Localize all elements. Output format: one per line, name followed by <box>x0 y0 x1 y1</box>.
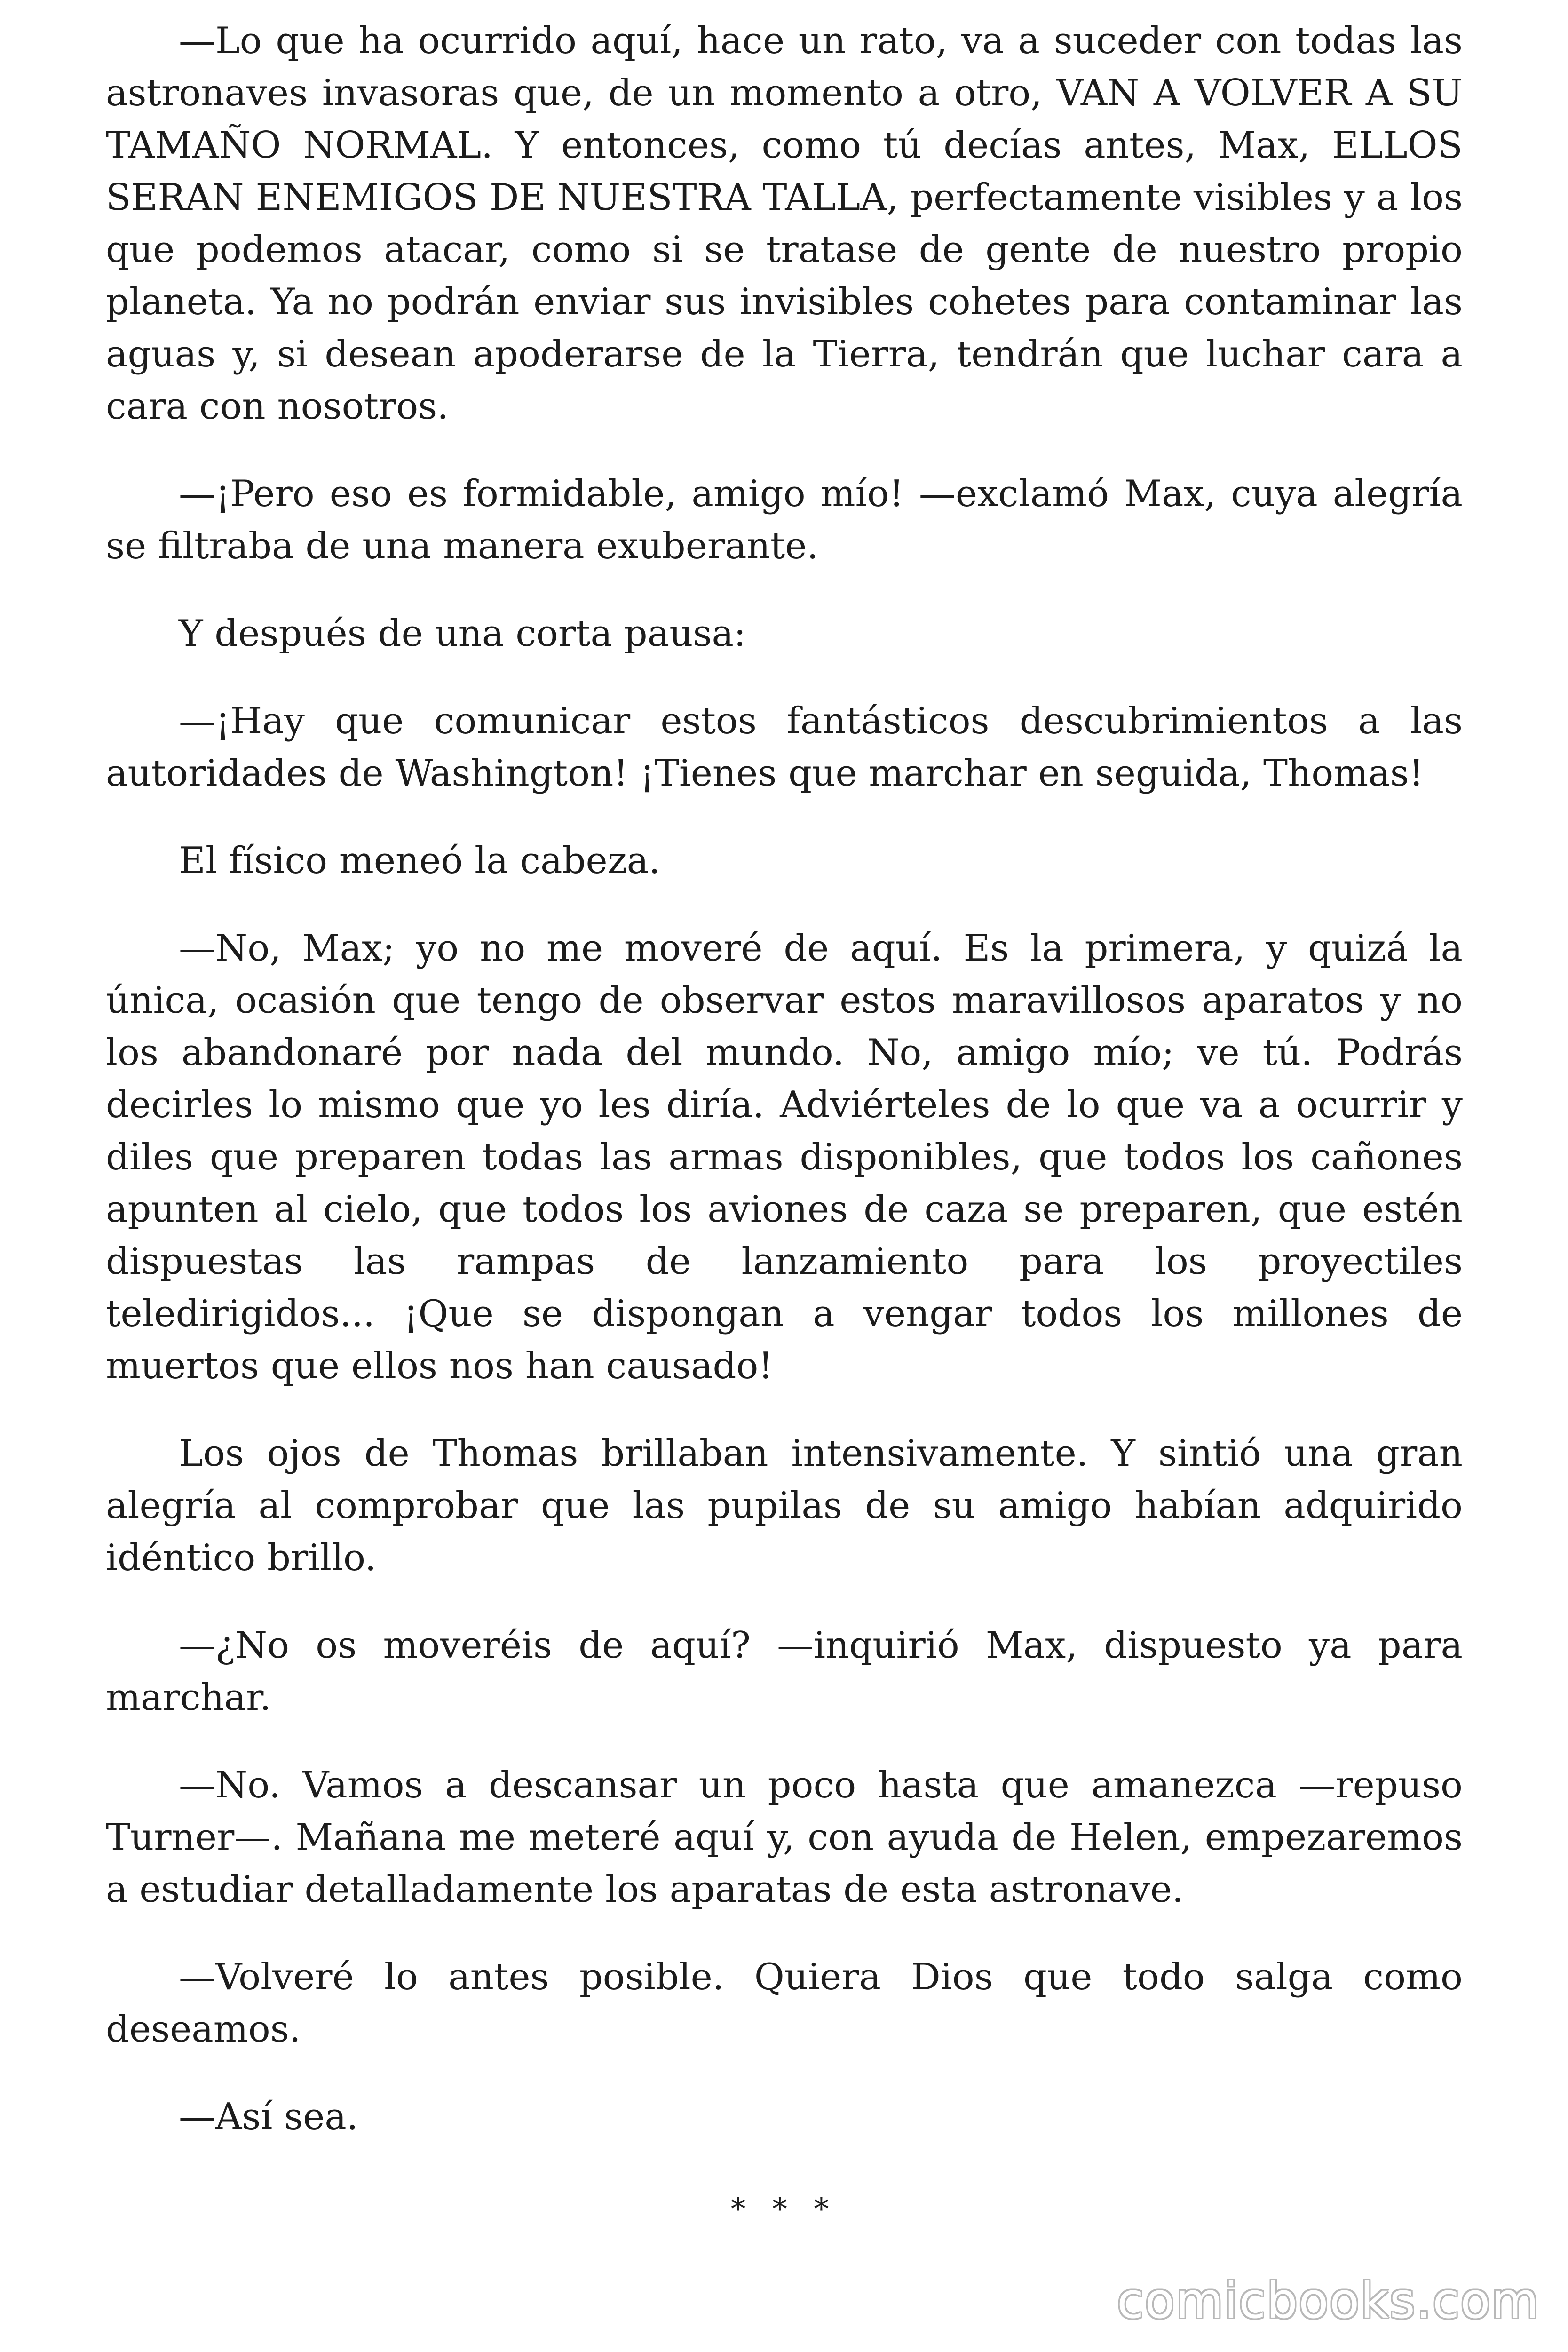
section-separator: * * * <box>730 2192 838 2227</box>
paragraph: Los ojos de Thomas brillaban intensivamente. Y sintió una gran alegría al comprobar que las pupilas de su amigo habían adquirido idéntico brillo. <box>106 1432 1463 1579</box>
paragraph: —Volveré lo antes posible. Quiera Dios que todo salga como deseamos. <box>106 1956 1463 2050</box>
paragraph: —¡Hay que comunicar estos fantásticos descubrimientos a las autoridades de Washington! ¡Tienes que marchar en seguida, Thomas! <box>106 700 1463 795</box>
paragraph: —¿No os moveréis de aquí? —inquirió Max, dispuesto ya para marchar. <box>106 1624 1463 1719</box>
paragraph: El físico meneó la cabeza. <box>179 840 661 882</box>
paragraph: —No. Vamos a descansar un poco hasta que amanezca —repuso Turner—. Mañana me meteré aquí y, con ayuda de Helen, empezaremos a estudiar detalladamente los aparatas de esta astronave. <box>106 1764 1463 1911</box>
watermark-logo: comicbooks.com <box>1117 2272 1540 2329</box>
paragraph: Y después de una corta pausa: <box>179 612 746 655</box>
paragraph: —¡Pero eso es formidable, amigo mío! —exclamó Max, cuya alegría se filtraba de una manera exuberante. <box>106 473 1463 567</box>
paragraph: —Así sea. <box>179 2096 358 2138</box>
paragraph: —No, Max; yo no me moveré de aquí. Es la primera, y quizá la única, ocasión que tengo de observar estos maravillosos aparatos y no los abandonaré por nada del mundo. No, amigo mío; ve tú. Podrás decirles lo mismo que yo les diría. Adviérteles de lo que va a ocurrir y diles que preparen todas las armas disponibles, que todos los cañones apunten al cielo, que todos los aviones de caza se preparen, que estén dispuestas las rampas de lanzamiento para los proyectiles teledirigidos... ¡Que se dispongan a vengar todos los millones de muertos que ellos nos han causado! <box>106 927 1463 1387</box>
paragraph: —Lo que ha ocurrido aquí, hace un rato, va a suceder con todas las astronaves invasoras que, de un momento a otro, VAN A VOLVER A SU TAMAÑO NORMAL. Y entonces, como tú decías antes, Max, ELLOS SERAN ENEMIGOS DE NUESTRA TALLA, perfectamente visibles y a los que podemos atacar, como si se tratase de gente de nuestro propio planeta. Ya no podrán enviar sus invisibles cohetes para contaminar las aguas y, si desean apoderarse de la Tierra, tendrán que luchar cara a cara con nosotros. <box>106 20 1463 428</box>
page-body <box>106 15 1463 2178</box>
